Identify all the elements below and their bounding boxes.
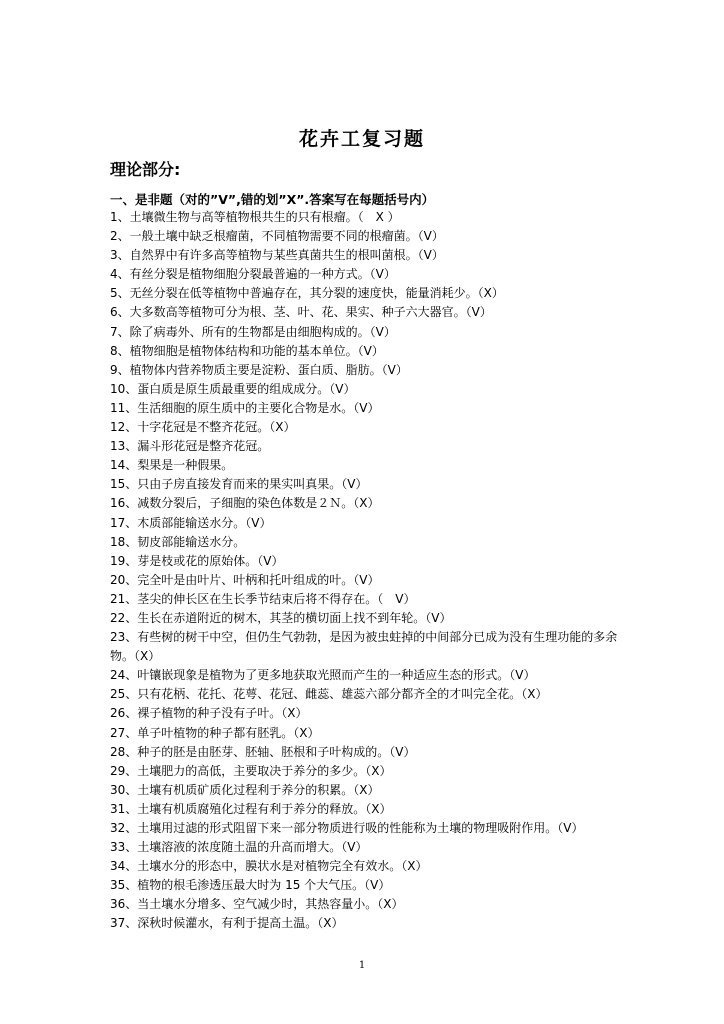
question-item: 9、植物体内营养物质主要是淀粉、蛋白质、脂肪。（V） xyxy=(110,362,408,377)
question-item: 10、蛋白质是原生质最重要的组成成分。（V） xyxy=(110,381,356,396)
question-item: 15、只由子房直接发育而来的果实叫真果。（V） xyxy=(110,477,368,492)
section-title: 理论部分: xyxy=(110,160,181,179)
question-item: 18、韧皮部能输送水分。 xyxy=(110,534,246,549)
question-item: 1、土壤微生物与高等植物根共生的只有根瘤。（ X ） xyxy=(110,210,400,224)
question-item: 27、单子叶植物的种子都有胚乳。（X） xyxy=(110,725,320,740)
question-item: 16、减数分裂后，子细胞的染色体数是２Ｎ。（X） xyxy=(110,496,380,511)
question-item: 11、生活细胞的原生质中的主要化合物是水。（V） xyxy=(110,400,380,415)
question-item: 24、叶镶嵌现象是植物为了更多地获取光照而产生的一种适应生态的形式。（V） xyxy=(110,668,536,683)
question-item: 32、土壤用过滤的形式阻留下来一部分物质进行吸的性能称为土壤的物理吸附作用。（V） xyxy=(110,821,584,835)
question-item: 3、自然界中有许多高等植物与某些真菌共生的根叫菌根。（V） xyxy=(110,248,444,263)
question-item: 26、裸子植物的种子没有子叶。（X） xyxy=(110,706,308,721)
question-item: 14、梨果是一种假果。 xyxy=(110,458,234,473)
question-item: 36、当土壤水分增多、空气减少时，其热容量小。（X） xyxy=(110,897,404,912)
question-item: 22、生长在赤道附近的树木，其茎的横切面上找不到年轮。（V） xyxy=(110,610,452,625)
question-item: 33、土壤溶液的浓度随土温的升高而增大。（V） xyxy=(110,840,368,855)
question-item: 13、漏斗形花冠是整齐花冠。 xyxy=(110,439,270,454)
question-item: 31、土壤有机质腐殖化过程有利于养分的释放。（X） xyxy=(110,801,392,816)
page-title: 花卉工复习题 xyxy=(298,128,425,150)
question-item: 37、深秋时候灌水，有利于提高土温。（X） xyxy=(110,916,344,931)
question-heading: 一、是非题（对的”V”,错的划”X”.答案写在每题括号内） xyxy=(110,192,435,207)
question-item: 28、种子的胚是由胚芽、胚轴、胚根和子叶构成的。（V） xyxy=(110,744,416,759)
question-item: 29、土壤肥力的高低，主要取决于养分的多少。（X） xyxy=(110,763,392,778)
question-item: 20、完全叶是由叶片、叶柄和托叶组成的叶。（V） xyxy=(110,572,380,587)
question-item: 5、无丝分裂在低等植物中普遍存在，其分裂的速度快，能量消耗少。（X） xyxy=(110,286,504,301)
question-item: 17、木质部能输送水分。（V） xyxy=(110,515,272,530)
question-item: 25、只有花柄、花托、花萼、花冠、雌蕊、雄蕊六部分都齐全的才叫完全花。（X） xyxy=(110,687,548,702)
question-item: 7、除了病毒外、所有的生物都是由细胞构成的。（V） xyxy=(110,324,396,339)
question-item: 19、芽是枝或花的原始体。（V） xyxy=(110,553,284,568)
question-item: 12、十字花冠是不整齐花冠。（X） xyxy=(110,420,296,435)
question-item: 34、土壤水分的形态中，膜状水是对植物完全有效水。（X） xyxy=(110,859,428,874)
question-item: 30、土壤有机质矿质化过程利于养分的积累。（X） xyxy=(110,782,380,797)
question-item: 23、有些树的树干中空，但仍生气勃勃，是因为被虫蛀掉的中间部分已成为没有生理功能的多余物。（X） xyxy=(110,630,618,664)
question-item: 35、植物的根毛渗透压最大时为 15 个大气压。（V） xyxy=(110,878,391,893)
question-item: 6、大多数高等植物可分为根、茎、叶、花、果实、种子六大器官。（V） xyxy=(110,305,492,320)
question-item: 8、植物细胞是植物体结构和功能的基本单位。（V） xyxy=(110,343,384,358)
question-item: 21、茎尖的伸长区在生长季节结束后将不得存在。（ V） xyxy=(110,591,416,606)
page-number: 1 xyxy=(358,960,366,971)
question-list xyxy=(110,208,620,934)
question-item: 2、一般土壤中缺乏根瘤菌，不同植物需要不同的根瘤菌。（V） xyxy=(110,229,444,244)
question-item: 4、有丝分裂是植物细胞分裂最普遍的一种方式。（V） xyxy=(110,267,396,282)
